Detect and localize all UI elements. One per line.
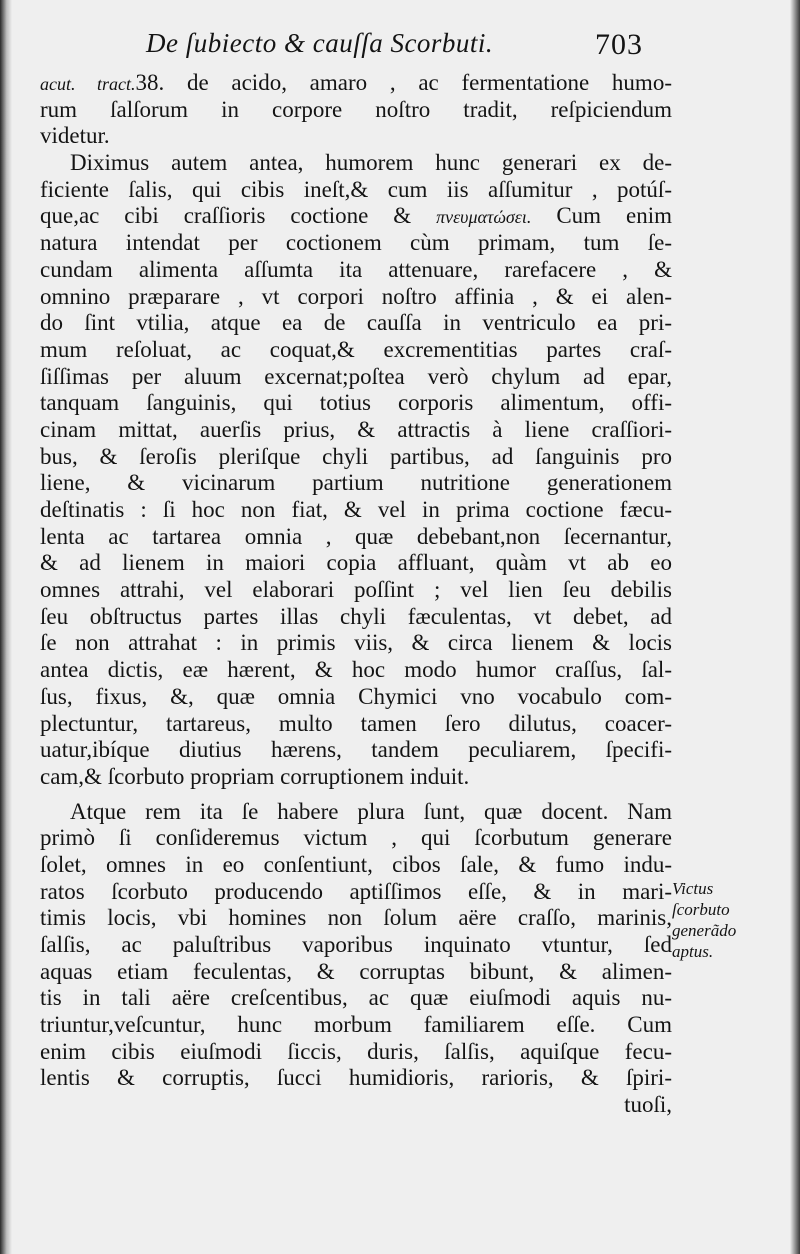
text-line-19: & ad lienem in maiori copia affluant, quàm vt ab eo — [40, 550, 672, 576]
marginal-note-line: aptus. — [672, 942, 714, 961]
text-line-2: rum ſalſorum in corpore noſtro tradit, reſpiciendum — [40, 96, 672, 122]
text-line-21: ſeu obſtructus partes illas chyli fæculentas, vt debet, ad — [40, 603, 672, 629]
marginal-note-line: ſcorbuto — [672, 900, 730, 919]
reference-abbreviation: acut. tract. — [40, 74, 136, 94]
text-line-26: uatur,ibíque diutius hærens, tandem peculiarem, ſpecifi- — [40, 737, 672, 763]
text-line-9: omnino præparare , vt corpori noſtro affinia , & ei alen- — [40, 283, 672, 309]
text-line-30: ſolet, omnes in eo conſentiunt, cibos ſale, & fumo indu- — [40, 851, 672, 877]
paragraph-gap — [40, 791, 672, 799]
text-line-8: cundam alimenta aſſumta ita attenuare, rarefacere , & — [40, 256, 672, 282]
text-line-38: lentis & corruptis, ſucci humidioris, rarioris, & ſpiri- — [40, 1065, 672, 1091]
text-line-27: cam,& ſcorbuto propriam corruptionem induit. — [40, 763, 470, 789]
text-line-22: ſe non attrahat : in primis viis, & circa lienem & locis — [40, 630, 672, 656]
text-line-20: omnes attrahi, vel elaborari poſſint ; vel lien ſeu debilis — [40, 577, 672, 603]
text-line-12: ſiſſimas per aluum excernat;poſtea verò chylum ad epar, — [40, 363, 672, 389]
text-line-1: acut. tract.38. de acido, amaro , ac fermentatione humo- — [40, 70, 672, 95]
text-line-11: mum reſoluat, ac coquat,& excrementitias partes craſ- — [40, 336, 672, 362]
text-line-24: ſus, fixus, &, quæ omnia Chymici vno vocabulo com- — [40, 683, 672, 709]
text-line-5: ficiente ſalis, qui cibis ineſt,& cum iis aſſumitur , potúſ- — [40, 176, 672, 202]
text-line-18: lenta ac tartarea omnia , quæ debebant,non ſecernantur, — [40, 523, 672, 549]
paragraph-start-line: Atque rem ita ſe habere plura ſunt, quæ docent. Nam — [70, 798, 672, 824]
text-line-36: triuntur,veſcuntur, hunc morbum familiarem eſſe. Cum — [40, 1012, 672, 1038]
text-line-25: plectuntur, tartareus, multo tamen ſero dilutus, coacer- — [40, 710, 672, 736]
running-head: De ſubiecto & cauſſa Scorbuti. — [146, 28, 494, 58]
greek-word: πνευματώσει. — [436, 207, 532, 228]
text-line-29: primò ſi conſideremus victum , qui ſcorbutum generare — [40, 825, 672, 851]
text-line-3: videtur. — [40, 123, 110, 149]
text-line-16: liene, & vicinarum partium nutritione generationem — [40, 470, 672, 496]
paragraph-start-line: Diximus autem antea, humorem hunc generari ex de- — [70, 150, 672, 176]
page-number: 703 — [595, 28, 643, 61]
text-line-6: que,ac cibi craſſioris coctione & πνευματώσει. Cum enim — [40, 203, 672, 229]
body-text — [40, 70, 672, 1119]
text-line-14: cinam mittat, auerſis prius, & attractis à liene craſſiori- — [40, 416, 672, 442]
text-line-32: timis locis, vbi homines non ſolum aëre craſſo, marinis, — [40, 905, 672, 931]
text-line-31: ratos ſcorbuto producendo aptiſſimos eſſe, & in mari- — [40, 878, 672, 904]
text-line-33: ſalſis, ac paluſtribus vaporibus inquinato vtuntur, ſed — [40, 932, 672, 957]
text-line-13: tanquam ſanguinis, qui totius corporis alimentum, offi- — [40, 390, 672, 416]
marginal-note-line: generãdo — [672, 921, 737, 940]
text-line-37: enim cibis eiuſmodi ſiccis, duris, ſalſis, aquiſque fecu- — [40, 1038, 672, 1064]
text-line-17: deſtinatis : ſi hoc non fiat, & vel in prima coctione fæcu- — [40, 497, 672, 522]
text-line-23: antea dictis, eæ hærent, & hoc modo humor craſſus, ſal- — [40, 657, 672, 683]
text-line-15: bus, & ſeroſis pleriſque chyli partibus, ad ſanguinis pro — [40, 443, 672, 469]
text-line-34: aquas etiam feculentas, & corruptas bibunt, & alimen- — [40, 958, 672, 984]
text-line-39: tuoſi, — [624, 1092, 672, 1118]
text-line-10: do ſint vtilia, atque ea de cauſſa in ventriculo ea pri- — [40, 310, 672, 336]
text-line-35: tis in tali aëre creſcentibus, ac quæ eiuſmodi aquis nu- — [40, 985, 672, 1011]
marginal-note — [672, 878, 792, 962]
text-line-7: natura intendat per coctionem cùm primam, tum ſe- — [40, 230, 672, 256]
marginal-note-line: Victus — [672, 879, 714, 898]
